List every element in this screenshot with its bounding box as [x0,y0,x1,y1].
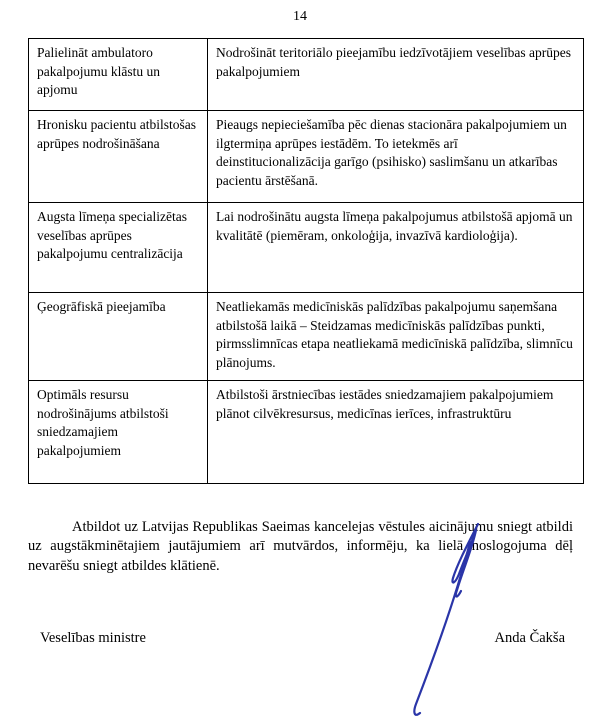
table-cell-description: Pieaugs nepieciešamība pēc dienas stacionāra pakalpojumiem un ilgtermiņa aprūpes iestādēm. To ietekmēs arī deinstitucionalizācija garīgo (psihisko) saslimšanu un atkarības pacientu ārstēšanā. [208,111,584,203]
table-cell-goal: Hronisku pacientu atbilstošas aprūpes nodrošināšana [29,111,208,203]
signer-name: Anda Čakša [494,629,565,646]
table-cell-description: Neatliekamās medicīniskās palīdzības pakalpojumu saņemšana atbilstošā laikā – Steidzamas medicīniskās palīdzības punkti, pirmsslimnīcas etapa neatliekamā medicīniskā palīdzība, slimnīcu plānojums. [208,293,584,381]
signer-title: Veselības ministre [40,629,146,646]
signature-block [40,630,565,647]
table-row [29,293,584,381]
table-row [29,203,584,293]
table-cell-goal: Ģeogrāfiskā pieejamība [29,293,208,381]
table-row [29,381,584,484]
table-cell-description: Lai nodrošinātu augsta līmeņa pakalpojumus atbilstošā apjomā un kvalitātē (piemēram, onkoloģija, invazīvā kardioloģija). [208,203,584,293]
table-cell-goal: Palielināt ambulatoro pakalpojumu klāstu un apjomu [29,39,208,111]
table-cell-description: Nodrošināt teritoriālo pieejamību iedzīvotājiem veselības aprūpes pakalpojumiem [208,39,584,111]
table-cell-goal: Optimāls resursu nodrošinājums atbilstoši sniedzamajiem pakalpojumiem [29,381,208,484]
goals-table [28,38,584,484]
page-number: 14 [293,9,307,24]
table-row [29,111,584,203]
closing-paragraph: Atbildot uz Latvijas Republikas Saeimas kancelejas vēstules aicinājumu sniegt atbildi uz augstākminētajiem jautājumiem arī mutvārdos, informēju, ka lielā noslogojuma dēļ nevarēšu sniegt atbildes klātienē. [28,519,573,574]
table-row [29,39,584,111]
table-cell-description: Atbilstoši ārstniecības iestādes sniedzamajiem pakalpojumiem plānot cilvēkresursus, medicīnas ierīces, infrastruktūru [208,381,584,484]
table-cell-goal: Augsta līmeņa specializētas veselības aprūpes pakalpojumu centralizācija [29,203,208,293]
